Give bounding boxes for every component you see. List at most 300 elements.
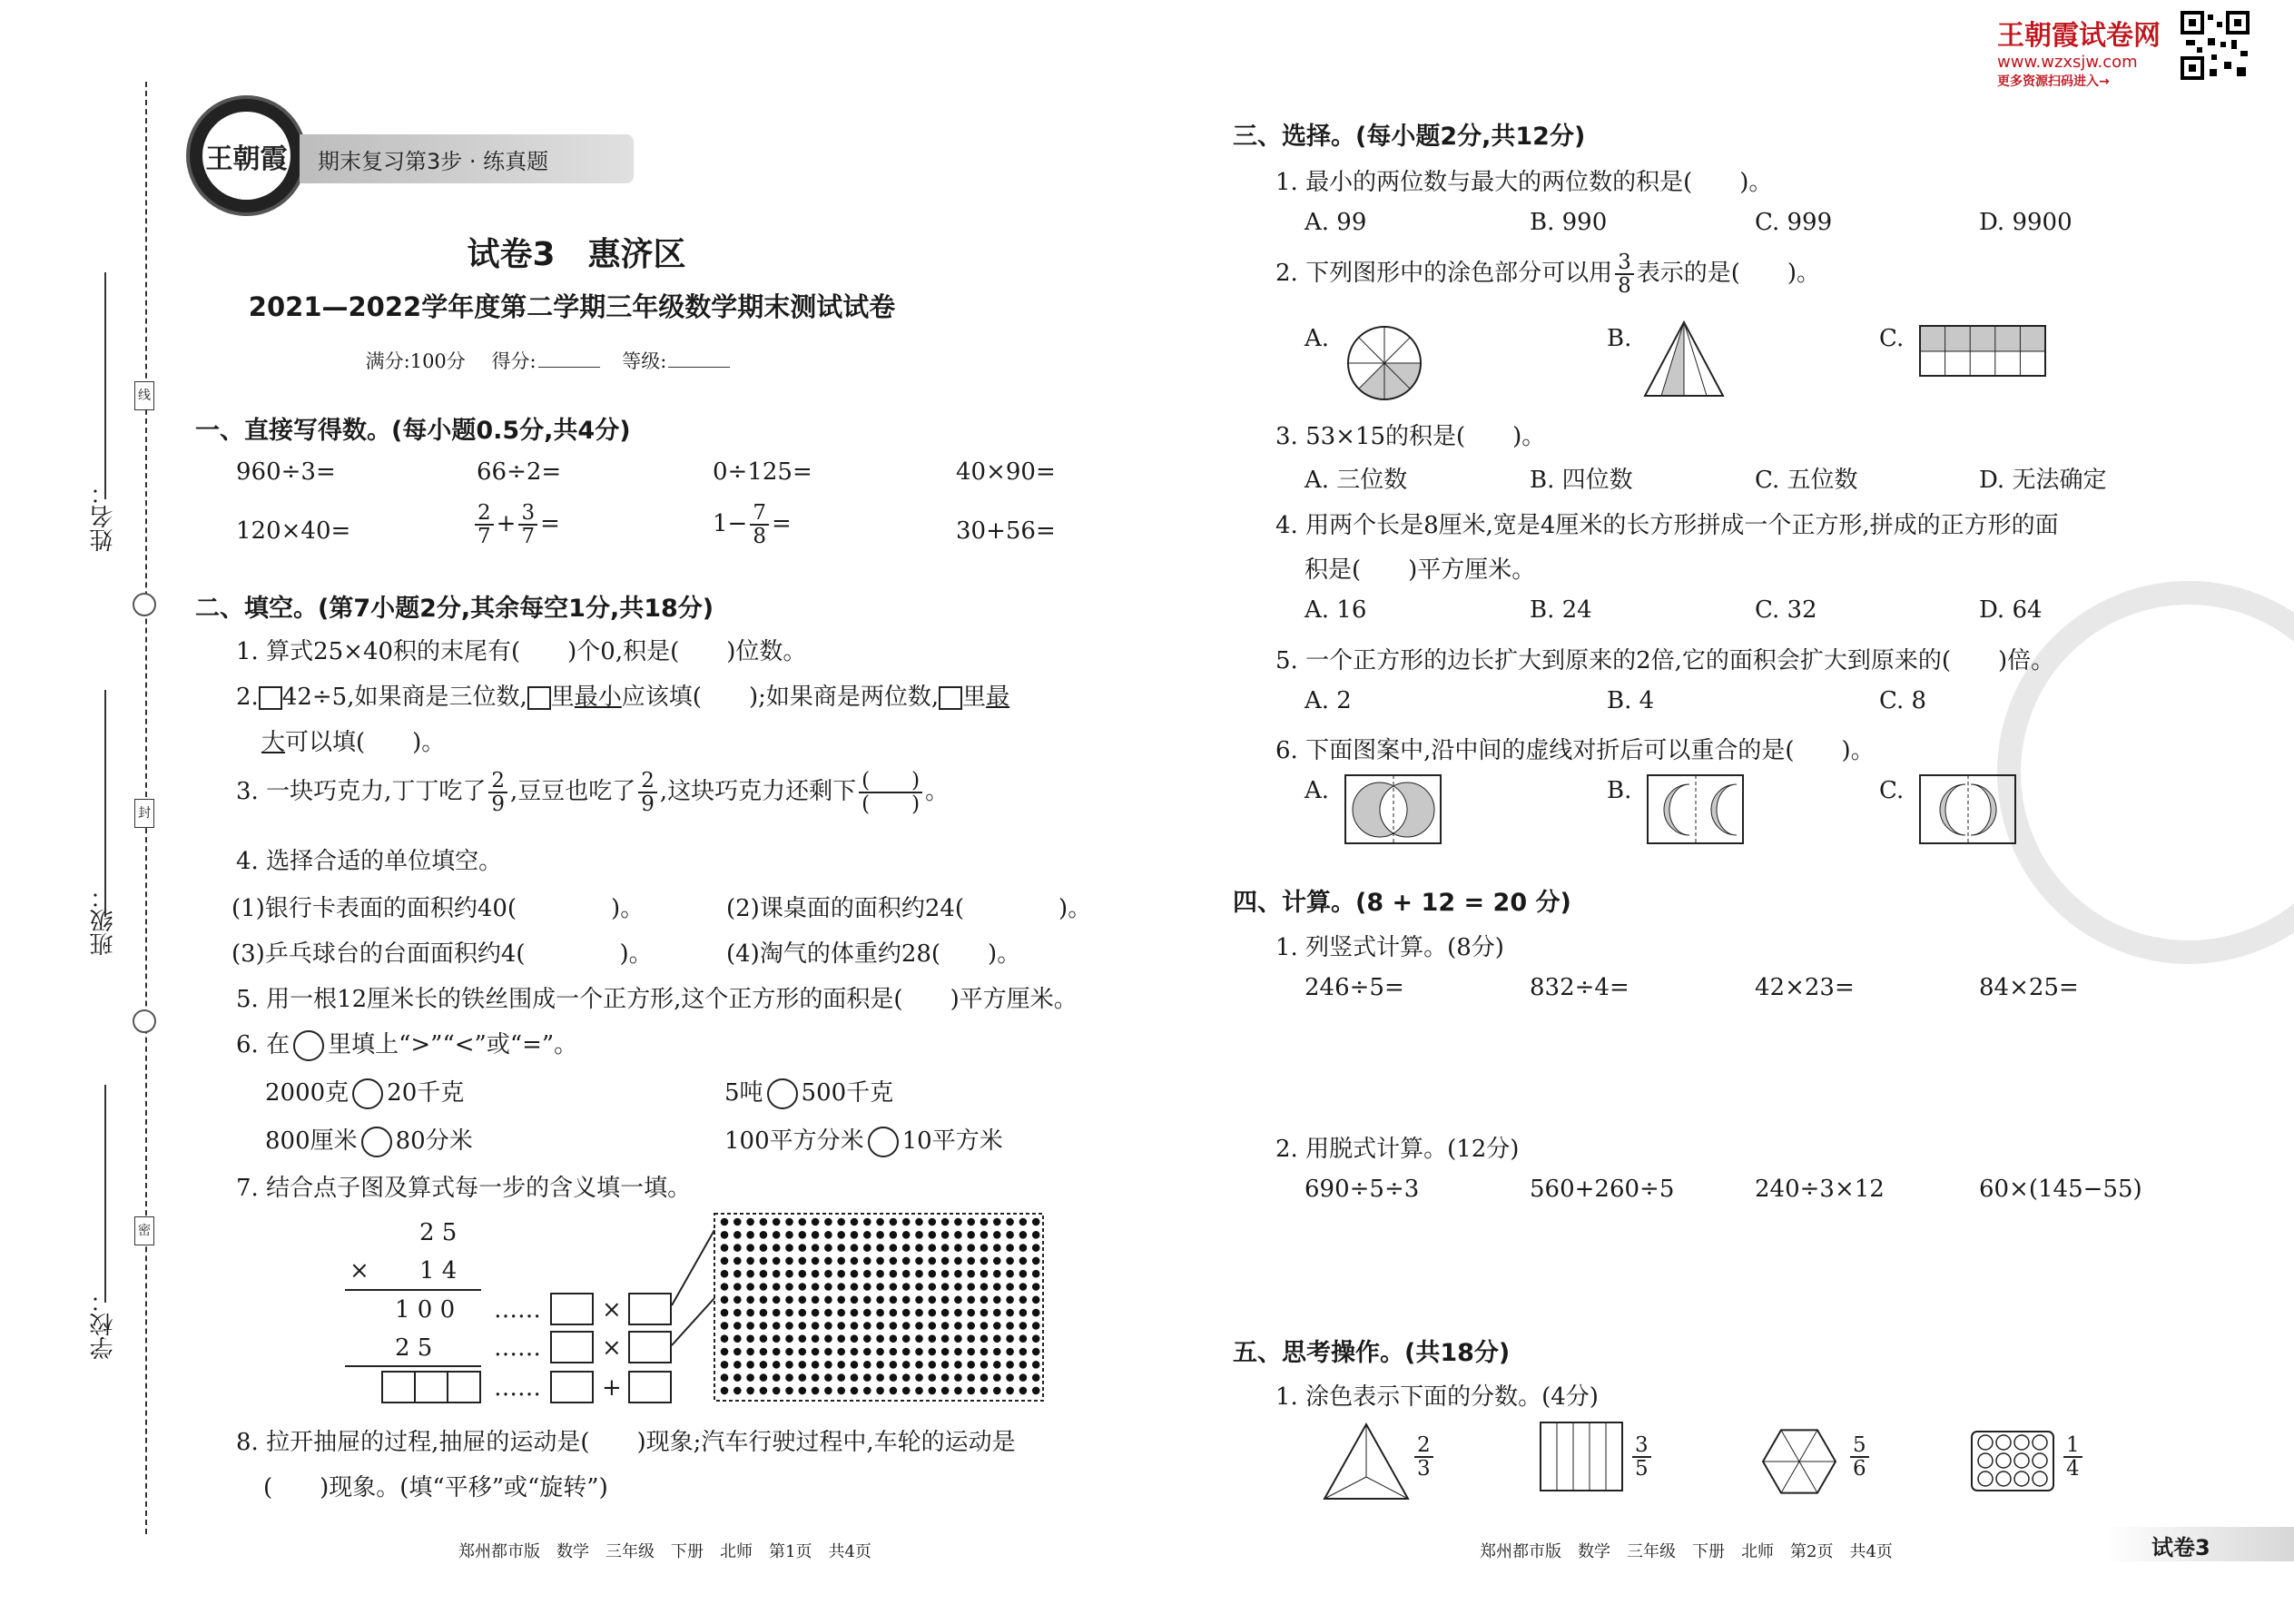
- dot: [851, 1218, 859, 1226]
- dot-array-figure: [667, 1207, 1049, 1407]
- dot: [929, 1387, 937, 1395]
- dot: [1019, 1361, 1028, 1369]
- dot: [915, 1387, 923, 1395]
- dot: [773, 1309, 781, 1317]
- answer-box[interactable]: [381, 1371, 416, 1403]
- small-circle: [2014, 1471, 2029, 1486]
- dot: [1032, 1270, 1040, 1278]
- dot: [851, 1244, 859, 1252]
- sec2-q6-item4: 100平方分米 10平方米: [724, 1122, 1003, 1157]
- sec5-frac-1: $\frac{2}{3}$: [1412, 1434, 1436, 1480]
- dot: [915, 1218, 923, 1226]
- dot: [890, 1373, 898, 1382]
- sec2-q7: 7. 结合点子图及算式每一步的含义填一填。: [236, 1175, 692, 1202]
- sec2-q6-item2: 5吨 500千克: [724, 1074, 893, 1109]
- dot: [824, 1361, 832, 1369]
- dot: [799, 1218, 807, 1226]
- fold-pattern-a: [1344, 773, 1443, 846]
- dot: [837, 1257, 845, 1265]
- secret-watermark: [1997, 581, 2294, 964]
- dot: [876, 1244, 884, 1252]
- seal-hole-icon: [133, 593, 156, 616]
- calc-multiplier: 1 4: [419, 1257, 458, 1284]
- dot: [1019, 1322, 1028, 1330]
- dot: [760, 1309, 768, 1317]
- dot: [824, 1231, 832, 1239]
- dot: [1019, 1334, 1028, 1343]
- dot: [929, 1296, 937, 1304]
- dot: [890, 1270, 898, 1278]
- dot: [785, 1244, 793, 1252]
- dot: [746, 1296, 754, 1304]
- sec1-q7: 1− $\frac{7}{8}$ =: [713, 501, 792, 549]
- dot: [967, 1373, 975, 1382]
- dot: [799, 1373, 807, 1382]
- dot: [812, 1309, 820, 1317]
- qr-code-icon: [2181, 11, 2250, 80]
- class-label: 班级：: [90, 885, 117, 956]
- times-sign: ×: [602, 1334, 622, 1362]
- dot: [876, 1257, 884, 1265]
- dot: [721, 1283, 729, 1291]
- dot: [733, 1309, 742, 1317]
- dot: [980, 1334, 989, 1343]
- dot: [746, 1334, 754, 1343]
- sec5-q1: 1. 涂色表示下面的分数。(4分): [1275, 1383, 1599, 1411]
- dot: [837, 1309, 845, 1317]
- sec1-q3: 0÷125=: [713, 458, 812, 486]
- answer-box[interactable]: [628, 1371, 672, 1403]
- dot-grid: [721, 1218, 1040, 1395]
- dot: [967, 1387, 975, 1395]
- dot: [1019, 1373, 1028, 1382]
- dot: [954, 1296, 962, 1304]
- section-1-heading: 一、直接写得数。(每小题0.5分,共4分): [195, 417, 631, 445]
- dot: [941, 1322, 950, 1330]
- dot: [785, 1322, 793, 1330]
- dot: [941, 1270, 950, 1278]
- dot: [773, 1334, 781, 1343]
- answer-box[interactable]: [550, 1293, 594, 1325]
- dot: [824, 1218, 832, 1226]
- dot: [993, 1373, 1001, 1382]
- dot: [1019, 1244, 1028, 1252]
- dot: [954, 1334, 962, 1343]
- dot: [993, 1309, 1001, 1317]
- dot: [760, 1296, 768, 1304]
- dot: [980, 1373, 989, 1382]
- dot: [993, 1218, 1001, 1226]
- dots-leader: ……: [494, 1296, 541, 1324]
- dot: [941, 1257, 950, 1265]
- dot: [1006, 1309, 1014, 1317]
- dot: [812, 1334, 820, 1343]
- dot: [915, 1270, 923, 1278]
- dot: [837, 1361, 845, 1369]
- dot: [876, 1296, 884, 1304]
- dot: [941, 1309, 950, 1317]
- dot: [915, 1257, 923, 1265]
- logo-text: 王朝霞: [202, 112, 290, 200]
- dot: [876, 1373, 884, 1382]
- sec3-q2-opt-a: A.: [1305, 325, 1330, 352]
- sec2-q3: 3. 一块巧克力,丁丁吃了 $\frac{2}{9}$ ,豆豆也吃了 $\frac{2}{9}$ ,这块巧克力还剩下 $\frac{( )}{( )}$ 。: [236, 769, 950, 817]
- dot: [824, 1283, 832, 1291]
- sec2-q6-item3: 800厘米 80分米: [265, 1122, 473, 1157]
- dot: [837, 1373, 845, 1382]
- dot: [1019, 1348, 1028, 1356]
- dot: [929, 1373, 937, 1382]
- dot: [733, 1361, 742, 1369]
- dot: [915, 1361, 923, 1369]
- dot: [1019, 1231, 1028, 1239]
- sec3-q6: 6. 下面图案中,沿中间的虚线对折后可以重合的是( )。: [1275, 737, 1875, 764]
- dot: [980, 1244, 989, 1252]
- dot: [941, 1348, 950, 1356]
- sec4-q2: 2. 用脱式计算。(12分): [1275, 1136, 1520, 1163]
- sec3-q4-opt-d: D. 64: [1979, 596, 2043, 624]
- dot: [773, 1218, 781, 1226]
- dot: [773, 1231, 781, 1239]
- sec3-q5-opt-c: C. 8: [1879, 687, 1927, 714]
- brand-url: www.wzxsjw.com: [1997, 53, 2138, 72]
- small-circle: [1978, 1435, 1993, 1450]
- dot: [837, 1283, 845, 1291]
- dot: [837, 1296, 845, 1304]
- sec3-q4-opt-a: A. 16: [1305, 596, 1367, 624]
- dot: [929, 1231, 937, 1239]
- sec2-q4-4: (4)淘气的体重约28( )。: [726, 940, 1021, 968]
- dot: [890, 1296, 898, 1304]
- section-2-heading: 二、填空。(第7小题2分,其余每空1分,共18分): [195, 595, 714, 623]
- brand-block: [1997, 13, 2161, 90]
- dot: [799, 1283, 807, 1291]
- dot: [837, 1231, 845, 1239]
- dot: [837, 1348, 845, 1356]
- dot: [785, 1231, 793, 1239]
- dot: [760, 1387, 768, 1395]
- dot: [902, 1231, 911, 1239]
- dot: [890, 1309, 898, 1317]
- dot: [876, 1309, 884, 1317]
- dot: [1032, 1231, 1040, 1239]
- dot: [1032, 1348, 1040, 1356]
- dot: [812, 1348, 820, 1356]
- dot: [799, 1334, 807, 1343]
- dot: [785, 1309, 793, 1317]
- exam-tag: [2106, 1527, 2294, 1561]
- dot: [785, 1257, 793, 1265]
- sec3-q1-opt-a: A. 99: [1305, 209, 1367, 236]
- dot: [746, 1322, 754, 1330]
- dot: [812, 1244, 820, 1252]
- dot: [902, 1244, 911, 1252]
- answer-box[interactable]: [628, 1293, 672, 1325]
- sec2-q5: 5. 用一根12厘米长的铁丝围成一个正方形,这个正方形的面积是( )平方厘米。: [236, 986, 1078, 1013]
- school-blank-line: [104, 1085, 106, 1303]
- dot: [721, 1309, 729, 1317]
- dot: [785, 1361, 793, 1369]
- dot: [824, 1322, 832, 1330]
- triangle-figure: [1643, 320, 1725, 399]
- dot: [929, 1348, 937, 1356]
- dot: [929, 1361, 937, 1369]
- dot: [1032, 1387, 1040, 1395]
- dot: [863, 1218, 871, 1226]
- rectangle-fifths-figure: [1539, 1421, 1625, 1493]
- dot: [824, 1387, 832, 1395]
- sec5-frac-4: $\frac{1}{4}$: [2061, 1434, 2085, 1480]
- dot: [941, 1334, 950, 1343]
- small-circle: [2033, 1453, 2047, 1468]
- calc-partial-2: 2 5: [395, 1334, 433, 1362]
- dot: [785, 1283, 793, 1291]
- dot: [760, 1334, 768, 1343]
- dot: [837, 1270, 845, 1278]
- dot: [773, 1270, 781, 1278]
- dot: [993, 1257, 1001, 1265]
- dot: [863, 1348, 871, 1356]
- sec2-q4-3: (3)乒乓球台的台面面积约4( )。: [231, 940, 653, 968]
- calc-rule-2: [345, 1365, 481, 1367]
- dot: [812, 1373, 820, 1382]
- dot: [993, 1322, 1001, 1330]
- dot: [876, 1361, 884, 1369]
- fold-pattern-b: [1646, 773, 1746, 846]
- dot: [733, 1244, 742, 1252]
- dot: [967, 1218, 975, 1226]
- answer-box[interactable]: [447, 1371, 481, 1403]
- sec3-q1-opt-b: B. 990: [1530, 209, 1608, 236]
- dot: [1032, 1322, 1040, 1330]
- dot: [915, 1309, 923, 1317]
- dot: [915, 1373, 923, 1382]
- dot: [1032, 1244, 1040, 1252]
- sec1-q4: 40×90=: [956, 458, 1056, 486]
- small-circle: [2014, 1435, 2029, 1450]
- small-circle: [1996, 1453, 2011, 1468]
- dot: [902, 1361, 911, 1369]
- dot: [863, 1361, 871, 1369]
- dot: [863, 1283, 871, 1291]
- exam-tag-label: 试卷3: [2151, 1535, 2210, 1560]
- answer-box[interactable]: [550, 1331, 594, 1363]
- dot: [890, 1218, 898, 1226]
- score-blank[interactable]: [538, 367, 600, 368]
- calc-multiplicand: 2 5: [419, 1219, 458, 1246]
- dot: [954, 1218, 962, 1226]
- dot: [954, 1257, 962, 1265]
- dot: [785, 1387, 793, 1395]
- seal-mark-line: 线: [134, 381, 154, 410]
- brand-tagline: 更多资源扫码进入→: [1997, 74, 2110, 89]
- step-banner: [300, 134, 634, 183]
- sec3-q3-opt-d: D. 无法确定: [1979, 467, 2107, 494]
- dot: [733, 1322, 742, 1330]
- dot: [773, 1257, 781, 1265]
- dot: [876, 1283, 884, 1291]
- dot: [980, 1270, 989, 1278]
- dot: [915, 1322, 923, 1330]
- sec4-q2-item4: 60×(145−55): [1979, 1176, 2142, 1203]
- sec1-q8: 30+56=: [956, 517, 1056, 545]
- dot: [799, 1309, 807, 1317]
- dot: [851, 1296, 859, 1304]
- dot: [1006, 1270, 1014, 1278]
- dot: [785, 1334, 793, 1343]
- dot: [837, 1218, 845, 1226]
- dot: [876, 1348, 884, 1356]
- grade-blank[interactable]: [668, 367, 730, 368]
- dot: [851, 1309, 859, 1317]
- sec4-q2-item2: 560+260÷5: [1530, 1176, 1675, 1203]
- dot: [837, 1322, 845, 1330]
- dot: [773, 1296, 781, 1304]
- dot: [851, 1257, 859, 1265]
- dot: [915, 1231, 923, 1239]
- dot: [785, 1270, 793, 1278]
- dot: [915, 1283, 923, 1291]
- dot: [876, 1270, 884, 1278]
- sec3-q2: 2. 下列图形中的涂色部分可以用 $\frac{3}{8}$ 表示的是( )。: [1275, 251, 1821, 299]
- dot: [863, 1257, 871, 1265]
- dot: [760, 1322, 768, 1330]
- banner-text: 期末复习第3步 · 练真题: [318, 149, 549, 174]
- dot: [1006, 1361, 1014, 1369]
- dot: [967, 1270, 975, 1278]
- dot: [863, 1231, 871, 1239]
- times-sign: ×: [602, 1296, 622, 1324]
- answer-box[interactable]: [628, 1331, 672, 1363]
- sec3-q2-opt-b: B.: [1607, 325, 1632, 352]
- dot: [733, 1348, 742, 1356]
- dot: [993, 1244, 1001, 1252]
- dot: [1006, 1257, 1014, 1265]
- dot: [812, 1322, 820, 1330]
- sec1-q5: 120×40=: [236, 517, 351, 545]
- full-score: 满分:100分: [365, 350, 466, 372]
- dot: [760, 1244, 768, 1252]
- dot: [746, 1218, 754, 1226]
- dot: [824, 1309, 832, 1317]
- sec5-frac-3: $\frac{5}{6}$: [1847, 1434, 1872, 1480]
- dot: [954, 1348, 962, 1356]
- dot: [733, 1334, 742, 1343]
- dot: [902, 1373, 911, 1382]
- sec3-q1-opt-c: C. 999: [1755, 209, 1833, 236]
- dot: [721, 1231, 729, 1239]
- dot: [812, 1218, 820, 1226]
- dot: [863, 1334, 871, 1343]
- dot: [785, 1373, 793, 1382]
- score-line: [0, 347, 1112, 374]
- dot: [980, 1283, 989, 1291]
- dot: [967, 1257, 975, 1265]
- answer-box[interactable]: [550, 1371, 594, 1403]
- dot: [785, 1218, 793, 1226]
- fold-pattern-c: [1918, 773, 2018, 846]
- sec3-q4-opt-b: B. 24: [1530, 596, 1592, 624]
- dot: [876, 1334, 884, 1343]
- sec1-q1: 960÷3=: [236, 458, 336, 486]
- dot: [812, 1387, 820, 1395]
- dot: [760, 1270, 768, 1278]
- dot: [993, 1387, 1001, 1395]
- dot: [863, 1296, 871, 1304]
- dot: [1032, 1373, 1040, 1382]
- dot: [760, 1361, 768, 1369]
- grade-label: 等级:: [622, 350, 667, 372]
- dot: [954, 1373, 962, 1382]
- answer-box[interactable]: [414, 1371, 448, 1403]
- dot: [890, 1283, 898, 1291]
- dot: [824, 1348, 832, 1356]
- dot: [733, 1387, 742, 1395]
- seal-hole-icon: [133, 1009, 156, 1033]
- dot: [1019, 1257, 1028, 1265]
- dot: [890, 1244, 898, 1252]
- dot: [1032, 1218, 1040, 1226]
- dot: [1032, 1309, 1040, 1317]
- dot: [1006, 1322, 1014, 1330]
- seal-mark-seal: 封: [134, 799, 154, 828]
- dot: [773, 1387, 781, 1395]
- dot: [824, 1334, 832, 1343]
- dot: [863, 1373, 871, 1382]
- sec4-q1-item1: 246÷5=: [1305, 974, 1404, 1001]
- dot: [824, 1373, 832, 1382]
- dot: [1019, 1309, 1028, 1317]
- dot: [721, 1373, 729, 1382]
- dot: [1032, 1361, 1040, 1369]
- sec4-q1: 1. 列竖式计算。(8分): [1275, 934, 1504, 961]
- dot: [902, 1218, 911, 1226]
- dot: [721, 1334, 729, 1343]
- dot: [967, 1244, 975, 1252]
- sec2-q4-2: (2)课桌面的面积约24( )。: [726, 895, 1092, 922]
- dot: [863, 1387, 871, 1395]
- dot: [980, 1218, 989, 1226]
- dot: [773, 1244, 781, 1252]
- dot: [1006, 1373, 1014, 1382]
- dot: [812, 1283, 820, 1291]
- sec3-q6-opt-b: B.: [1607, 777, 1632, 804]
- dot: [993, 1231, 1001, 1239]
- dot: [851, 1283, 859, 1291]
- dot: [980, 1309, 989, 1317]
- sec3-q3: 3. 53×15的积是( )。: [1275, 423, 1546, 450]
- sec3-q6-opt-a: A.: [1305, 777, 1330, 804]
- dot: [941, 1283, 950, 1291]
- dot: [1032, 1296, 1040, 1304]
- dot: [812, 1231, 820, 1239]
- dot: [980, 1296, 989, 1304]
- dot: [760, 1218, 768, 1226]
- dot: [721, 1257, 729, 1265]
- sec2-q1: 1. 算式25×40积的末尾有( )个0,积是( )位数。: [236, 638, 807, 665]
- rectangle-grid-figure: [1918, 324, 2047, 379]
- dot: [1032, 1283, 1040, 1291]
- dot: [799, 1270, 807, 1278]
- dot: [837, 1334, 845, 1343]
- dot: [993, 1348, 1001, 1356]
- dot: [721, 1270, 729, 1278]
- dot: [799, 1257, 807, 1265]
- dot: [773, 1361, 781, 1369]
- sec4-q1-item2: 832÷4=: [1530, 974, 1629, 1001]
- dot: [851, 1270, 859, 1278]
- dot: [733, 1296, 742, 1304]
